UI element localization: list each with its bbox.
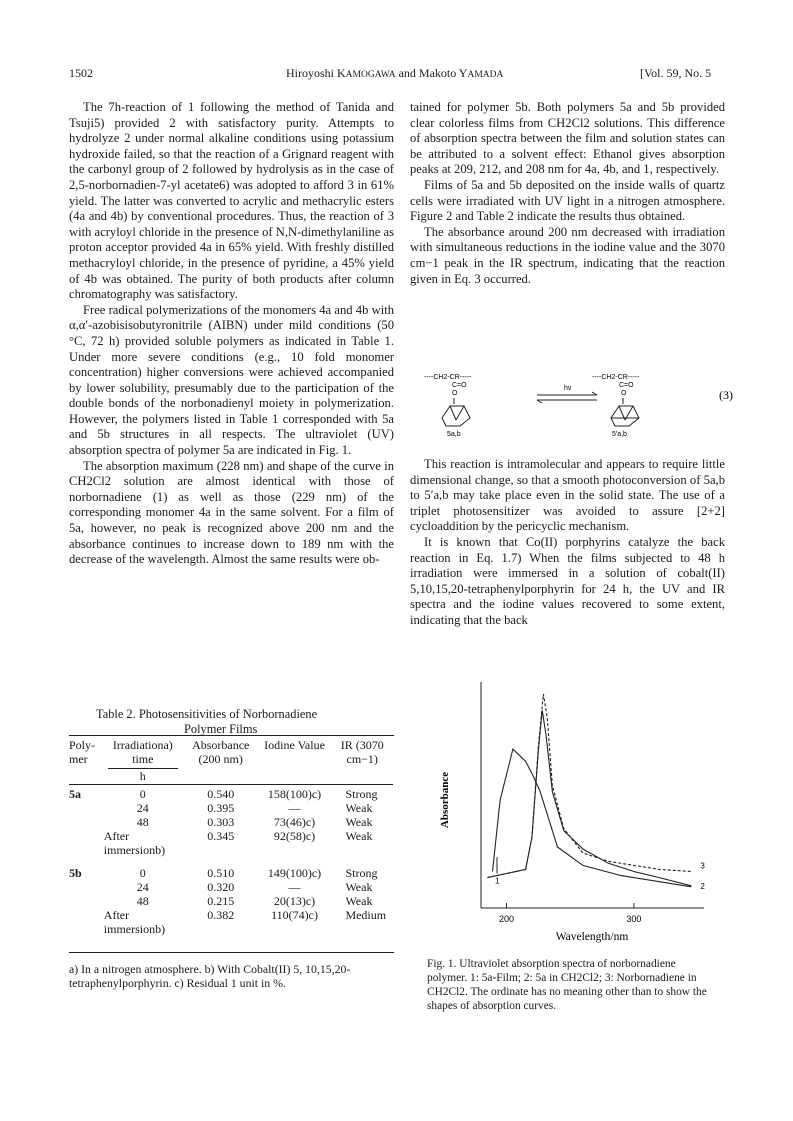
cell-ir: Strong (345, 865, 378, 880)
table-row (69, 880, 393, 894)
cell-absorbance: 0.395 (207, 800, 235, 815)
cell-ir: Strong (345, 786, 378, 801)
cell-polymer (69, 908, 102, 936)
equation-3 (412, 370, 742, 440)
cell-iodine: 110(74)c) (271, 908, 318, 923)
paragraph: Films of 5a and 5b deposited on the inside walls of quartz cells were irradiated with UV light in a nitrogen atmosphere. Figure 2 and Table 2 indicate the results thus obtained. (410, 177, 725, 224)
col-header-iodine: Iodine Value (264, 738, 325, 752)
cell-time: 0 (139, 786, 146, 801)
cell-polymer (69, 801, 102, 815)
table-row (69, 858, 393, 880)
figure-caption: Fig. 1. Ultraviolet absorption spectra of norbornadiene polymer. 1: 5a-Film; 2: 5a in CH2Cl2; 3: Norbornadiene in CH2Cl2. The ordinate has no meaning other than to show the shapes of absorption curves. (427, 958, 707, 1012)
left-chain: ----CH2-CR----- (424, 374, 472, 381)
cell-absorbance: 0.540 (207, 786, 235, 801)
paragraph: tained for polymer 5b. Both polymers 5a and 5b provided clear colorless films from CH2Cl2 solutions. This difference of absorption spectra between the film and solution states can be attributed to a solvent effect: Ethanol gives absorption peaks at 209, 212, and 208 nm for 4a, 4b, and 1, respectively. (410, 100, 725, 177)
cell-ir: Weak (345, 800, 373, 815)
right-carbonyl: C=O (619, 382, 634, 389)
paragraph: The absorption maximum (228 nm) and shape of the curve in CH2Cl2 solution are almost identical with those of norbornadiene (1) as well as those (229 nm) of the corresponding monomer 4a in the same solvent. For a film of 5a, however, no peak is recognized above 200 nm and the absorbance continues to increase down to 189 nm with the decrease of the wavelength. Almost the same results were ob- (69, 458, 394, 567)
label-5ab: 5a,b (447, 431, 461, 438)
cell-ir: Weak (345, 829, 373, 844)
x-tick-label: 300 (626, 914, 642, 924)
right-oxygen: O (621, 390, 627, 397)
cell-absorbance: 0.510 (207, 865, 235, 880)
curve-label-3: 3 (700, 861, 705, 871)
cell-ir: Medium (345, 908, 387, 923)
table-row (69, 784, 393, 801)
right-chain: ----CH2-CR----- (592, 374, 640, 381)
cell-ir: Weak (345, 815, 373, 830)
table-row (69, 894, 393, 908)
paragraph: It is known that Co(II) porphyrins catalyze the back reaction in Eq. 1.7) When the films subjected to 48 h irradiation were immersed in a solution of cobalt(II) 5,10,15,20-tetraphenylporphyrin for 24 h, the UV and IR spectra and the iodine values recovered to some extent, indicating that the back (410, 534, 725, 627)
series-line-1 (493, 749, 692, 887)
table-2 (69, 738, 393, 937)
cell-time: After immersionb) (103, 829, 166, 858)
right-column-bottom (410, 457, 725, 629)
series-line-3 (487, 694, 691, 878)
col-header-polymer: Poly- mer (69, 738, 96, 767)
cell-time: 24 (136, 800, 149, 815)
paragraph: This reaction is intramolecular and appears to require little dimensional change, so that a smooth photoconversion of 5a,b to 5′a,b may take place even in the solid state. The use of a triplet photosensitizer was avoided to assure [2+2] cycloaddition by the pericyclic mechanism. (410, 457, 725, 534)
cell-iodine: 149(100)c) (267, 865, 322, 880)
cell-polymer (69, 815, 102, 829)
cell-ir: Weak (345, 879, 373, 894)
cell-absorbance: 0.320 (207, 879, 235, 894)
x-axis-label: Wavelength/nm (555, 931, 629, 943)
page-number: 1502 (69, 66, 93, 80)
label-5prime-ab: 5′a,b (612, 431, 627, 438)
table-footnote: a) In a nitrogen atmosphere. b) With Cobalt(II) 5, 10,15,20-tetraphenylporphyrin. c) Residual 1 unit in %. (69, 962, 351, 991)
norbornadiene-structure (442, 398, 470, 426)
cell-polymer (69, 829, 102, 857)
table-bottom-rule (69, 952, 394, 953)
table-title: Table 2. Photosensitivities of Norbornadiene Polymer Films (96, 707, 318, 736)
cell-iodine: — (288, 879, 301, 894)
cell-time: 0 (139, 865, 146, 880)
table-row (69, 908, 393, 936)
cell-ir: Weak (345, 894, 373, 909)
volume-info: [Vol. 59, No. 5 (640, 66, 712, 80)
cell-iodine: 20(13)c) (273, 894, 316, 909)
paragraph: The 7h-reaction of 1 following the method of Tanida and Tsuji5) provided 2 with satisfactory purity. Attempts to hydrolyze 2 under normal alkaline conditions using potassium hydroxide failed, so that the reaction of a Grignard reagent with the carbonyl group of 2 followed by hydrolysis as in the case of 2,5-norbornadien-7-yl acetate6) was adopted to afford 3 in 61% yield. The latter was converted to acrylic and methacrylic esters (4a and 4b) by conventional procedures. Thus, the reaction of 3 with acryloyl chloride in the presence of N,N-dimethylaniline as proton acceptor provided 4a in 65% yield. With freshly distilled methacryloyl chloride, in the presence of pyridine, a 45% yield of 4b was obtained. The purity of both products after column chromatography was satisfactory. (69, 100, 394, 302)
cell-polymer (69, 880, 102, 894)
cell-iodine: 73(46)c) (273, 815, 316, 830)
equation-number: (3) (719, 388, 733, 402)
cell-polymer: 5a (69, 786, 81, 801)
col-header-ir: IR (3070 cm−1) (340, 738, 384, 767)
cell-time: After immersionb) (103, 908, 166, 937)
left-column (69, 100, 394, 568)
paragraph: The absorbance around 200 nm decreased with irradiation with simultaneous reductions in the iodine value and the 3070 cm−1 peak in the IR spectrum, indicating that the reaction given in Eq. 3 occurred. (410, 224, 725, 286)
cell-time: 48 (136, 815, 149, 830)
series-line-2 (487, 710, 691, 886)
cell-absorbance: 0.382 (207, 908, 235, 923)
curve-label-1: 1 (495, 876, 500, 886)
cell-absorbance: 0.303 (207, 815, 235, 830)
right-column-top (410, 100, 725, 287)
cell-absorbance: 0.215 (207, 894, 235, 909)
table-top-rule (69, 735, 394, 736)
hv-label: hν (564, 385, 572, 392)
table-body (69, 784, 393, 937)
y-axis-label: Absorbance (439, 771, 451, 829)
uv-spectra-chart (414, 682, 714, 950)
quadricyclane-structure (611, 398, 639, 426)
left-oxygen: O (452, 390, 458, 397)
cell-absorbance: 0.345 (207, 829, 235, 844)
x-tick-label: 200 (498, 914, 515, 924)
table-row (69, 815, 393, 829)
running-head-authors: Hiroyoshi KAMOGAWA and Makoto YAMADA (286, 66, 504, 80)
paragraph: Free radical polymerizations of the monomers 4a and 4b with α,α′-azobisisobutyronitrile (AIBN) under mild conditions (50 °C, 72 h) provided soluble polymers as indicated in Table 1. Under more severe conditions (e.g., 10 fold monomer concentration) higher conversions were achieved accompanied by lower solubility, presumably due to the participation of the double bonds of the norbonadienyl moiety in polymerization. However, the polymers listed in Table 1 corresponded with 5a and 5b structures in all respects. The ultraviolet (UV) absorption spectra of polymer 5a are indicated in Fig. 1. (69, 302, 394, 458)
cell-time: 24 (136, 879, 149, 894)
curve-label-2: 2 (700, 881, 705, 891)
cell-polymer (69, 894, 102, 908)
left-carbonyl: C=O (452, 382, 467, 389)
cell-time: 48 (136, 894, 149, 909)
cell-iodine: — (288, 800, 301, 815)
cell-iodine: 92(58)c) (273, 829, 316, 844)
col-header-irradiation: Irradiationa) time h (102, 738, 184, 784)
col-header-absorbance: Absorbance (200 nm) (192, 738, 250, 767)
table-row (69, 829, 393, 857)
table-header (69, 738, 393, 784)
cell-polymer: 5b (69, 865, 82, 880)
equilibrium-arrow (537, 392, 597, 403)
table-row (69, 801, 393, 815)
cell-iodine: 158(100)c) (267, 786, 322, 801)
